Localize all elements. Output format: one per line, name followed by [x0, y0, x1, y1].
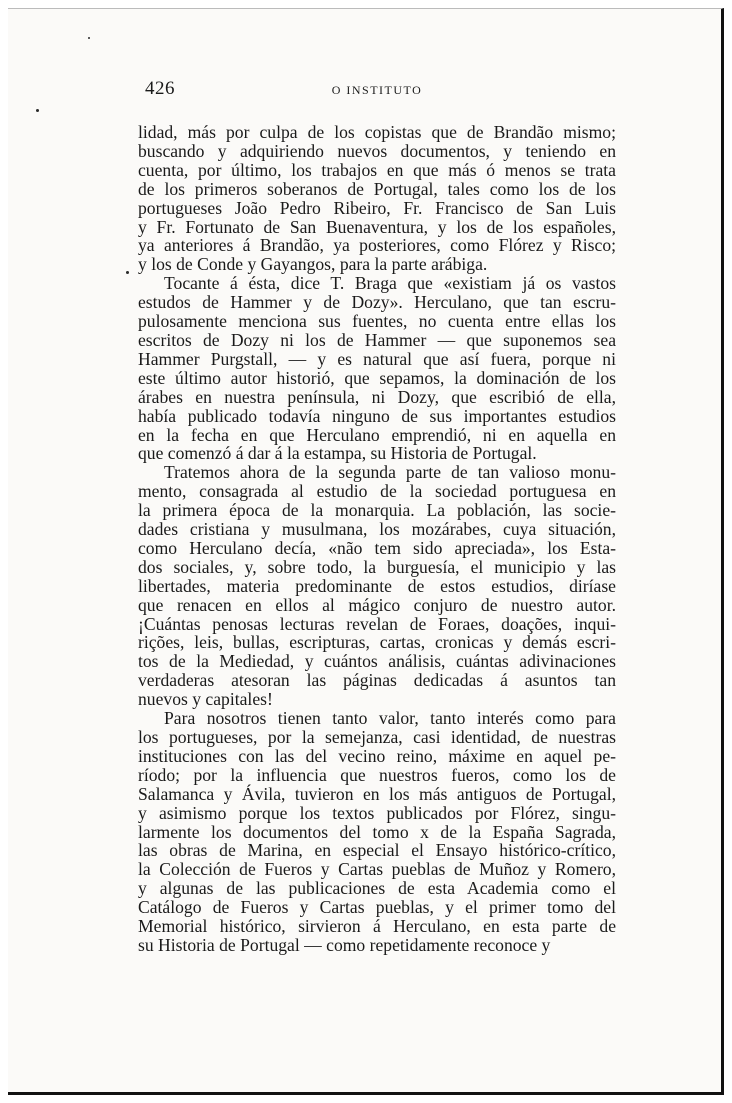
text-line: Memorial histórico, sirvieron á Herculano, en esta parte de — [138, 916, 616, 937]
text-line: en la fecha en que Herculano emprendió, ni en aquella en — [138, 424, 616, 445]
text-line: Hammer Purgstall, — y es natural que así fuera, porque ni — [138, 348, 616, 369]
text-line: y los de Conde y Gayangos, para la parte arábiga. — [138, 254, 488, 275]
text-line: y asimismo porque los textos publicados por Flórez, singu- — [138, 802, 616, 823]
page-number: 426 — [145, 78, 175, 99]
paragraph — [138, 463, 616, 709]
text-line: mento, consagrada al estudio de la sociedad portuguesa en — [138, 481, 616, 502]
text-line: rições, leis, bullas, escripturas, cartas, cronicas y demás escri- — [138, 632, 616, 653]
text-line: pulosamente menciona sus fuentes, no cuenta entre ellas los — [138, 311, 616, 332]
text-line: que comenzó á dar á la estampa, su Historia de Portugal. — [138, 443, 537, 464]
text-line: Catálogo de Fueros y Cartas pueblas, y el primer tomo del — [138, 897, 616, 918]
text-line: la Colección de Fueros y Cartas pueblas de Muñoz y Romero, — [138, 859, 616, 880]
text-line: como Herculano decía, «não tem sido apreciada», los Esta- — [138, 537, 616, 558]
text-line: de los primeros soberanos de Portugal, tales como los de los — [138, 178, 616, 199]
body-text — [138, 123, 616, 955]
text-line: árabes en nuestra península, ni Dozy, que escribió de ella, — [138, 386, 616, 407]
text-line: su Historia de Portugal — como repetidamente reconoce y — [138, 934, 551, 955]
text-line: que renacen en ellos al mágico conjuro de nuestro autor. — [138, 594, 616, 615]
text-line: ya anteriores á Brandão, ya posteriores, como Flórez y Risco; — [138, 235, 616, 256]
text-line: dos sociales, y, sobre todo, la burguesía, el municipio y las — [138, 556, 616, 577]
text-line: libertades, materia predominante de estos estudios, diríase — [138, 575, 616, 596]
text-line: instituciones con las del vecino reino, máxime en aquel pe- — [138, 745, 616, 766]
ink-speck — [126, 271, 129, 274]
text-line: verdaderas atesoran las páginas dedicadas á asuntos tan — [138, 670, 616, 691]
text-line: tos de la Mediedad, y cuántos análisis, cuántas adivinaciones — [138, 651, 616, 672]
paragraph — [138, 274, 616, 463]
text-line: ¡Cuántas penosas lecturas revelan de Foraes, doações, inqui- — [138, 613, 616, 634]
text-line: había publicado todavía ninguno de sus importantes estudios — [138, 405, 616, 426]
paragraph — [138, 709, 616, 955]
page-header — [138, 78, 616, 102]
text-line: escritos de Dozy ni los de Hammer — que suponemos sea — [138, 329, 616, 350]
text-line: Tratemos ahora de la segunda parte de tan valioso monu- — [164, 462, 616, 483]
text-line: dades cristiana y musulmana, los mozárabes, cuya situación, — [138, 519, 616, 540]
text-line: los portugueses, por la semejanza, casi identidad, de nuestras — [138, 727, 616, 747]
text-line: portugueses João Pedro Ribeiro, Fr. Francisco de San Luis — [138, 197, 616, 218]
text-line: Tocante á ésta, dice T. Braga que «existiam já os vastos — [164, 273, 616, 294]
text-line: lidad, más por culpa de los copistas que de Brandão mismo; — [138, 122, 616, 142]
text-line: buscando y adquiriendo nuevos documentos, y teniendo en — [138, 140, 616, 161]
text-line: y algunas de las publicaciones de esta Academia como el — [138, 878, 616, 899]
text-line: Salamanca y Ávila, tuvieron en los más antiguos de Portugal, — [138, 783, 616, 804]
text-line: las obras de Marina, en especial el Ensayo histórico-crítico, — [138, 840, 616, 861]
text-line: ríodo; por la influencia que nuestros fueros, como los de — [138, 764, 616, 785]
text-line: estudos de Hammer y de Dozy». Herculano, que tan escru- — [138, 292, 616, 313]
text-line: este último autor historió, que sepamos, la dominación de los — [138, 367, 616, 388]
text-line: larmente los documentos del tomo x de la España Sagrada, — [138, 821, 616, 842]
text-line: nuevos y capitales! — [138, 689, 273, 710]
paragraph — [138, 123, 616, 274]
text-line: la primera época de la monarquia. La población, las socie- — [138, 500, 616, 521]
running-head: O INSTITUTO — [331, 83, 423, 97]
text-line: Para nosotros tienen tanto valor, tanto interés como para — [164, 708, 616, 729]
ink-speck — [36, 109, 39, 112]
ink-speck — [88, 37, 90, 39]
text-line: y Fr. Fortunato de San Buenaventura, y los de los españoles, — [138, 216, 616, 237]
text-line: cuenta, por último, los trabajos en que más ó menos se trata — [138, 159, 616, 180]
